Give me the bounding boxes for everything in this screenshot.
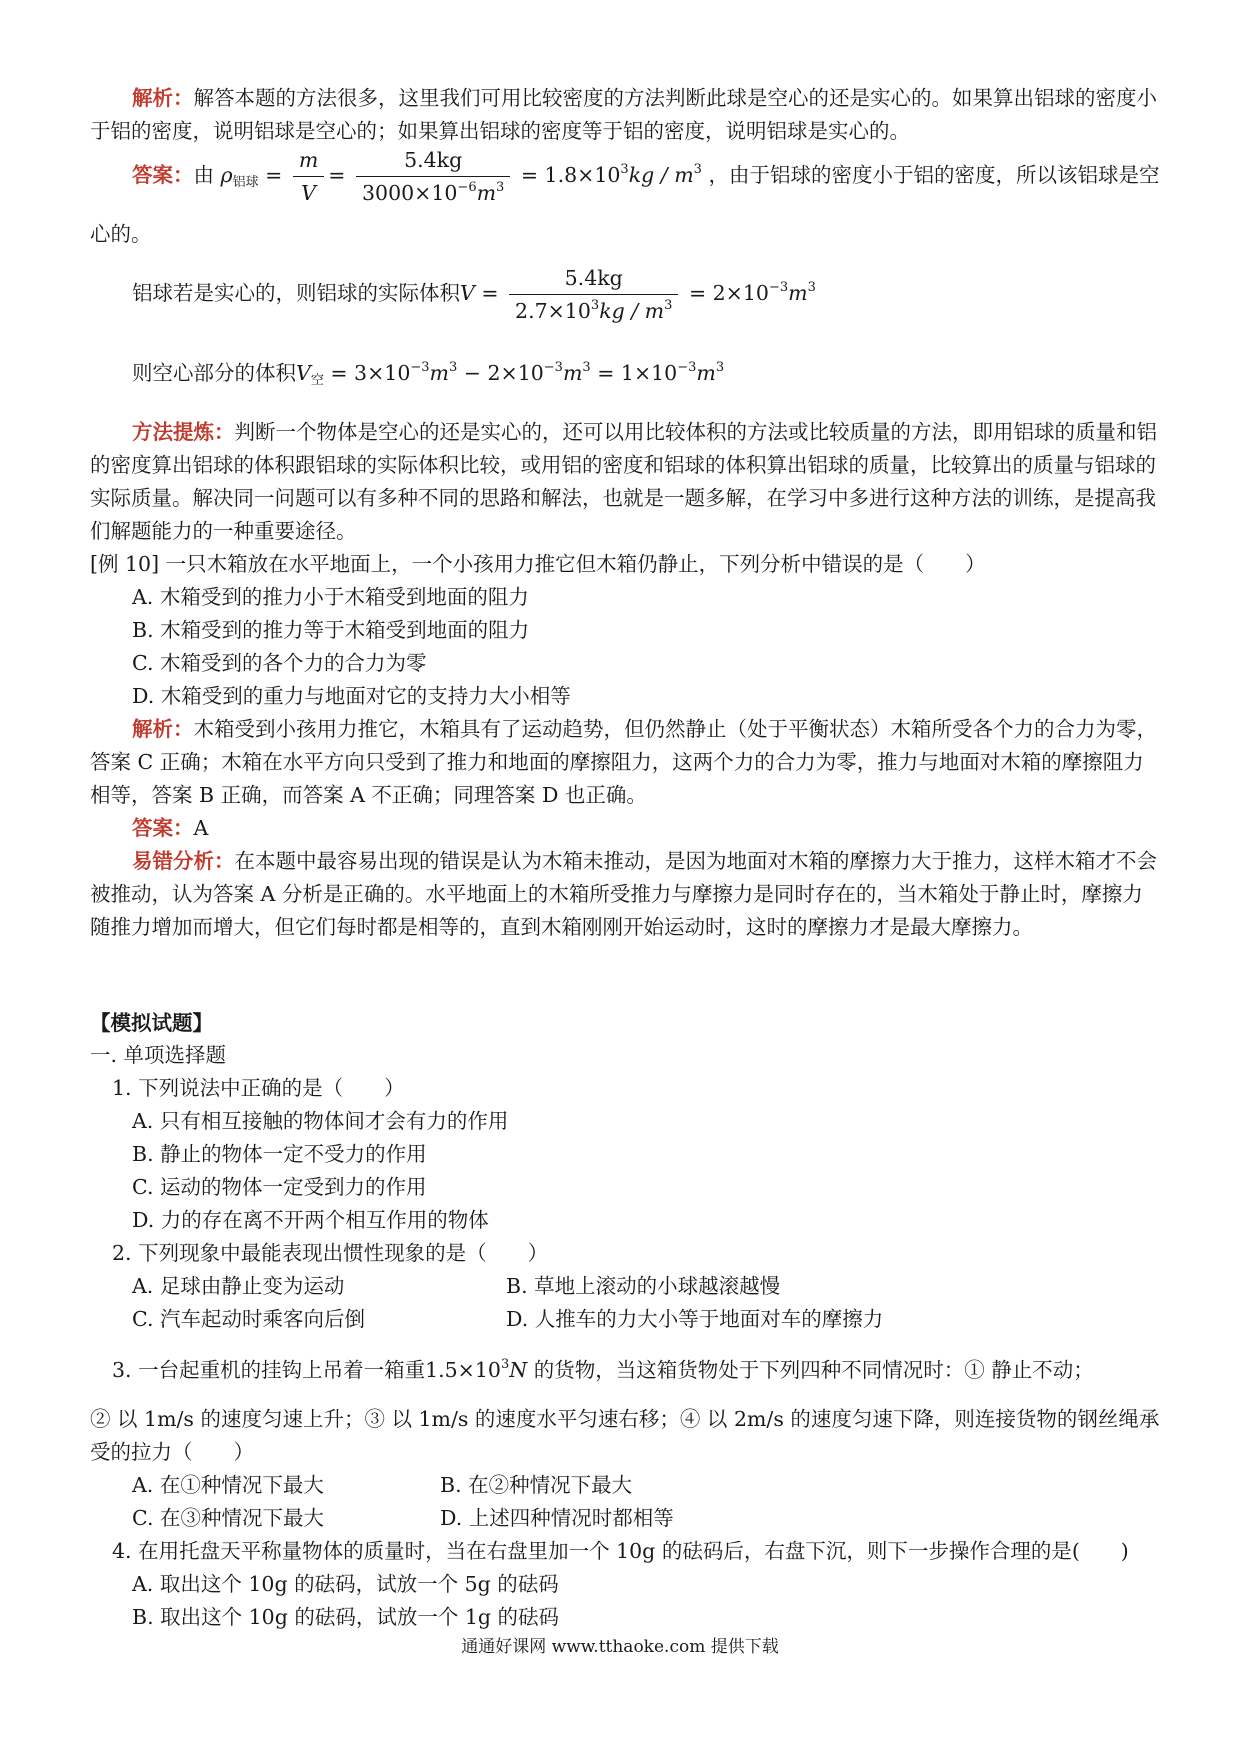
example-10-analysis: 解析：木箱受到小孩用力推它，木箱具有了运动趋势，但仍然静止（处于平衡状态）木箱所受各个力的合力为零，答案 C 正确；木箱在水平方向只受到了推力和地面的摩擦阻力，这两个力的合力为零，推力与地面对木箱的摩擦阻力相等，答案 B 正确，而答案 A 不正确；同理答案 D 也正确。	[90, 717, 1157, 807]
q3-weight: $1.5\times 10^3N$	[425, 1357, 528, 1382]
q4-option-b: B. 取出这个 10g 的砝码，试放一个 1g 的砝码	[132, 1605, 560, 1629]
answer-formula-line	[132, 146, 1159, 207]
q3-option-b: B. 在②种情况下最大	[440, 1473, 633, 1497]
single-choice-section: 一. 单项选择题	[90, 1043, 227, 1067]
example-10-option-c: C. 木箱受到的各个力的合力为零	[132, 651, 427, 675]
q2-option-b: B. 草地上滚动的小球越滚越慢	[506, 1274, 781, 1298]
answer-label: 答案：	[132, 163, 194, 187]
q3-option-c: C. 在③种情况下最大	[132, 1506, 324, 1530]
q3-stem-line2: ② 以 1m/s 的速度匀速上升；③ 以 1m/s 的速度水平匀速右移；④ 以 2m/s 的速度匀速下降，则连接货物的钢丝绳承受的拉力（ ）	[90, 1407, 1160, 1464]
density-formula: $\rho_{铝球}$ = $\frac{m}{V}$ = $\frac{5.4kg}{3000\times 10^{-6}m^3}$ = $1.8\times 10^3kg / m^3$	[220, 148, 702, 205]
q4-stem: 4. 在用托盘天平称量物体的质量时，当在右盘里加一个 10g 的砝码后，右盘下沉，则下一步操作合理的是( )	[112, 1539, 1129, 1563]
q2-option-c: C. 汽车起动时乘客向后倒	[132, 1307, 365, 1331]
answer-suffix: ，由于铝球的密度小于铝的密度，所以该铝球是空	[708, 163, 1160, 187]
q3-option-a: A. 在①种情况下最大	[132, 1473, 324, 1497]
analysis-paragraph	[90, 82, 1160, 148]
page-footer: 通通好课网 www.tthaoke.com 提供下载	[461, 1637, 779, 1657]
answer-prefix: 由	[193, 163, 214, 187]
example-10-option-a: A. 木箱受到的推力小于木箱受到地面的阻力	[132, 585, 529, 609]
example-10-option-b: B. 木箱受到的推力等于木箱受到地面的阻力	[132, 618, 530, 642]
q3-stem-line1: 3. 一台起重机的挂钩上吊着一箱重$1.5\times 10^3N$ 的货物，当这箱货物处于下列四种不同情况时：① 静止不动；	[112, 1357, 1094, 1382]
analysis-label: 解析：	[132, 86, 194, 110]
example-10-option-d: D. 木箱受到的重力与地面对它的支持力大小相等	[132, 684, 571, 708]
fraction-mass-over-volume: $\frac{5.4kg}{3000\times 10^{-6}m^3}$	[356, 146, 510, 207]
q2-stem: 2. 下列现象中最能表现出惯性现象的是（ ）	[112, 1241, 549, 1265]
example-10-answer: 答案：A	[132, 816, 209, 840]
q1-stem: 1. 下列说法中正确的是（ ）	[112, 1076, 405, 1100]
q1-option-c: C. 运动的物体一定受到力的作用	[132, 1175, 427, 1199]
fraction-m-over-v: $\frac{m}{V}$	[293, 146, 324, 207]
q1-option-d: D. 力的存在离不开两个相互作用的物体	[132, 1208, 489, 1232]
example-10-error-analysis: 易错分析：在本题中最容易出现的错误是认为木箱未推动，是因为地面对木箱的摩擦力大于推力，这样木箱才不会被推动，认为答案 A 分析是正确的。水平地面上的木箱所受推力与摩擦力是同时存在的，当木箱处于静止时，摩擦力随推力增加而增大，但它们每时都是相等的，直到木箱刚刚开始运动时，这时的摩擦力才是最大摩擦力。	[90, 849, 1157, 939]
analysis-text: 解答本题的方法很多，这里我们可用比较密度的方法判断此球是空心的还是实心的。如果算出铝球的密度小于铝的密度，说明铝球是空心的；如果算出铝球的密度等于铝的密度，说明铝球是实心的。	[90, 86, 1157, 143]
q4-option-a: A. 取出这个 10g 的砝码，试放一个 5g 的砝码	[132, 1572, 559, 1596]
rho-subscript: 铝球	[232, 175, 259, 190]
q1-option-a: A. 只有相互接触的物体间才会有力的作用	[132, 1109, 509, 1133]
example-10-stem: [例 10] 一只木箱放在水平地面上，一个小孩用力推它但木箱仍静止，下列分析中错误的是（ ）	[90, 552, 986, 576]
fraction-solid-volume: $\frac{5.4kg}{2.7\times 10^3kg / m^3}$	[509, 264, 678, 325]
method-paragraph	[90, 416, 1160, 548]
solid-volume-line: 铝球若是实心的，则铝球的实际体积V = $\frac{5.4kg}{2.7\times 10^3kg / m^3}$ = $2\times 10^{-3}m^3$	[132, 266, 816, 323]
hollow-volume-line: 则空心部分的体积$V_空 = 3\times 10^{-3}m^3 - 2\times 10^{-3}m^3 = 1\times 10^{-3}m^3$	[132, 360, 725, 388]
mock-test-title: 【模拟试题】	[90, 1011, 213, 1035]
method-text: 判断一个物体是空心的还是实心的，还可以用比较体积的方法或比较质量的方法，即用铝球的质量和铝的密度算出铝球的体积跟铝球的实际体积比较，或用铝的密度和铝球的体积算出铝球的质量，比较算出的质量与铝球的实际质量。解决同一问题可以有多种不同的思路和解法，也就是一题多解，在学习中多进行这种方法的训练，是提高我们解题能力的一种重要途径。	[90, 420, 1157, 543]
method-label: 方法提炼：	[132, 420, 235, 444]
answer-continuation: 心的。	[90, 222, 152, 246]
q2-option-d: D. 人推车的力大小等于地面对车的摩擦力	[506, 1307, 884, 1331]
q1-option-b: B. 静止的物体一定不受力的作用	[132, 1142, 427, 1166]
q2-option-a: A. 足球由静止变为运动	[132, 1274, 345, 1298]
q3-option-d: D. 上述四种情况时都相等	[440, 1506, 674, 1530]
